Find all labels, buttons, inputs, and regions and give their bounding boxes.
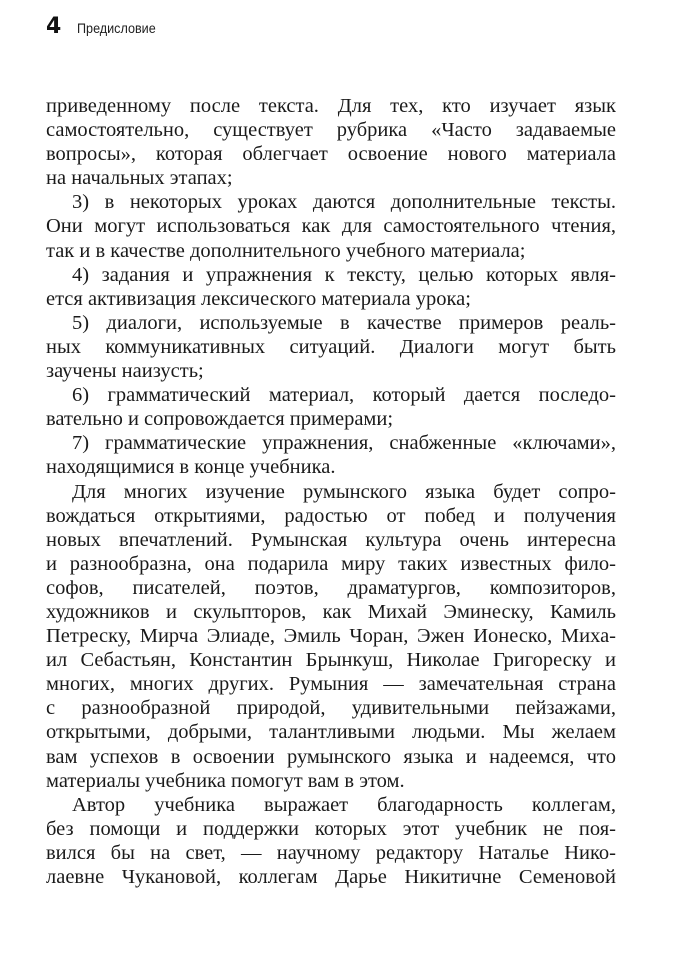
text-line: ил Себастьян, Константин Брынкуш, Николае Григореску и	[46, 649, 616, 672]
text-line: вопросы», которая облегчает освоение нового материала	[46, 143, 616, 166]
text-line: 3) в некоторых уроках даются дополнительные тексты.	[72, 191, 616, 214]
text-line: открытыми, добрыми, талантливыми людьми. Мы желаем	[46, 721, 616, 744]
text-line: материалы учебника помогут вам в этом.	[46, 769, 405, 792]
running-title: Предисловие	[77, 20, 157, 36]
text-line: так и в качестве дополнительного учебного материала;	[46, 239, 526, 262]
text-line: и разнообразна, она подарила миру таких известных фило-	[46, 552, 616, 575]
text-line: без помощи и поддержки которых этот учебник не поя-	[46, 817, 616, 840]
text-line: ется активизация лексического материала урока;	[46, 287, 471, 310]
text-line: ных коммуникативных ситуаций. Диалоги могут быть	[46, 335, 616, 358]
text-line: на начальных этапах;	[46, 167, 233, 190]
text-line: лаевне Чукановой, коллегам Дарье Никитичне Семеновой	[46, 866, 616, 888]
text-line: 6) грамматический материал, который дается последо-	[72, 384, 616, 407]
text-line: самостоятельно, существует рубрика «Часто задаваемые	[46, 119, 616, 142]
text-line: художников и скульпторов, как Михай Эминеску, Камиль	[46, 600, 616, 623]
text-line: вился бы на свет, — научному редактору Наталье Нико-	[46, 841, 616, 864]
text-line: 5) диалоги, используемые в качестве примеров реаль-	[72, 311, 616, 334]
text-line: Они могут использоваться как для самостоятельного чтения,	[46, 215, 616, 238]
text-line: Для многих изучение румынского языка будет сопро-	[72, 480, 616, 503]
body-text	[46, 94, 616, 889]
text-line: вательно и сопровождается примерами;	[46, 408, 394, 431]
text-line: многих, многих других. Румыния — замечательная страна	[46, 673, 616, 696]
text-line: Автор учебника выражает благодарность коллегам,	[72, 793, 616, 816]
text-line: приведенному после текста. Для тех, кто изучает язык	[46, 95, 616, 117]
text-line: находящимися в конце учебника.	[46, 456, 336, 479]
text-line: новых впечатлений. Румынская культура очень интересна	[46, 528, 616, 551]
text-line: 4) задания и упражнения к тексту, целью которых явля-	[72, 263, 616, 286]
text-line: Петреску, Мирча Элиаде, Эмиль Чоран, Эжен Ионеско, Миха-	[46, 625, 616, 648]
text-line: софов, писателей, поэтов, драматургов, композиторов,	[46, 576, 616, 599]
page-header	[46, 14, 165, 39]
text-line: 7) грамматические упражнения, снабженные «ключами»,	[72, 432, 616, 455]
text-line: вождаться открытиями, радостью от побед и получения	[46, 504, 616, 527]
text-line: вам успехов в освоении румынского языка и надеемся, что	[46, 745, 616, 768]
text-line: заучены наизусть;	[46, 360, 204, 383]
text-line: с разнообразной природой, удивительными пейзажами,	[46, 697, 616, 720]
page-number: 4	[46, 14, 62, 39]
